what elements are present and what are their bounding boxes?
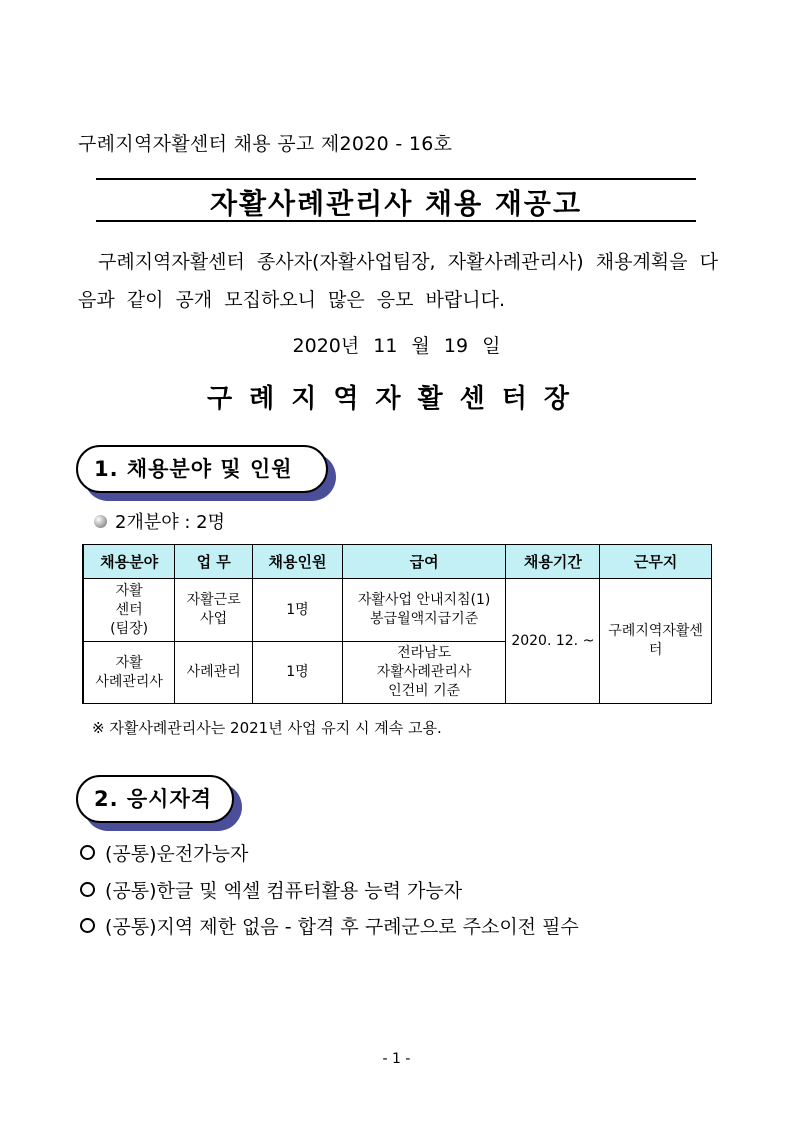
title-bottom-rule bbox=[96, 220, 696, 222]
cell-line: (팀장) bbox=[110, 620, 149, 637]
cell-count: 1명 bbox=[253, 642, 343, 704]
list-item-text: (공통)한글 및 엑셀 컴퓨터활용 능력 가능자 bbox=[105, 880, 463, 902]
recruit-summary-text: 2개분야 : 2명 bbox=[115, 512, 225, 533]
signer-name: 구례지역자활센터장 bbox=[206, 384, 587, 414]
cell-line: 사업 bbox=[200, 611, 228, 627]
recruit-table bbox=[82, 544, 712, 704]
section1-heading-label: 1. 채용분야 및 인원 bbox=[76, 445, 328, 493]
cell-line: 사례관리사 bbox=[95, 673, 163, 690]
cell-line: 전라남도 bbox=[397, 645, 452, 661]
notice-number: 구례지역자활센터 채용 공고 제2020 - 16호 bbox=[78, 133, 453, 155]
circle-bullet-icon bbox=[80, 845, 95, 860]
cell-line: 자활근로 bbox=[186, 592, 241, 608]
cell-workplace: 구례지역자활센터 bbox=[600, 579, 712, 704]
cell-line: 자활 bbox=[115, 654, 143, 671]
table-row bbox=[83, 579, 712, 642]
intro-paragraph: 구례지역자활센터 종사자(자활사업팀장, 자활사례관리사) 채용계획을 다음과 같이 공개 모집하오니 많은 응모 바랍니다. bbox=[78, 251, 718, 311]
cell-line: 자활사례관리사 bbox=[376, 664, 472, 680]
section2-heading bbox=[76, 775, 234, 823]
cell-line: 자활 bbox=[115, 582, 143, 599]
section2-heading-label: 2. 응시자격 bbox=[76, 775, 234, 823]
cell-duty bbox=[175, 579, 253, 642]
col-header-duty: 업 무 bbox=[175, 545, 253, 579]
cell-period: 2020. 12. ~ bbox=[506, 579, 600, 704]
recruit-summary bbox=[94, 508, 225, 534]
cell-duty bbox=[175, 642, 253, 704]
cell-pay bbox=[342, 579, 506, 642]
title-top-rule bbox=[96, 178, 696, 180]
page-number: - 1 - bbox=[382, 1051, 411, 1067]
cell-pay bbox=[342, 642, 506, 704]
col-header-period: 채용기간 bbox=[506, 545, 600, 579]
cell-line: 인건비 기준 bbox=[388, 683, 461, 699]
col-header-count: 채용인원 bbox=[253, 545, 343, 579]
col-header-pay: 급여 bbox=[342, 545, 506, 579]
notice-date: 2020년 11 월 19 일 bbox=[292, 335, 501, 357]
cell-field bbox=[83, 642, 175, 704]
col-header-field: 채용분야 bbox=[83, 545, 175, 579]
cell-line: 봉급월액지급기준 bbox=[370, 611, 479, 627]
page-title: 자활사례관리사 채용 재공고 bbox=[209, 187, 583, 220]
cell-line: 센터 bbox=[115, 601, 143, 618]
circle-bullet-icon bbox=[80, 918, 95, 933]
cell-field bbox=[83, 579, 175, 642]
cell-line: 사례관리 bbox=[186, 664, 241, 680]
circle-bullet-icon bbox=[80, 882, 95, 897]
section1-heading bbox=[76, 445, 328, 493]
list-item bbox=[78, 839, 248, 866]
table-header-row bbox=[83, 545, 712, 579]
col-header-workplace: 근무지 bbox=[600, 545, 712, 579]
list-item-text: (공통)운전가능자 bbox=[105, 843, 249, 865]
list-item bbox=[78, 912, 579, 939]
table-note: ※ 자활사례관리사는 2021년 사업 유지 시 계속 고용. bbox=[92, 719, 442, 737]
list-item bbox=[78, 876, 462, 903]
sphere-bullet-icon bbox=[94, 515, 107, 528]
cell-count: 1명 bbox=[253, 579, 343, 642]
list-item-text: (공통)지역 제한 없음 - 합격 후 구례군으로 주소이전 필수 bbox=[105, 916, 579, 938]
cell-line: 자활사업 안내지침(1) bbox=[357, 592, 491, 608]
